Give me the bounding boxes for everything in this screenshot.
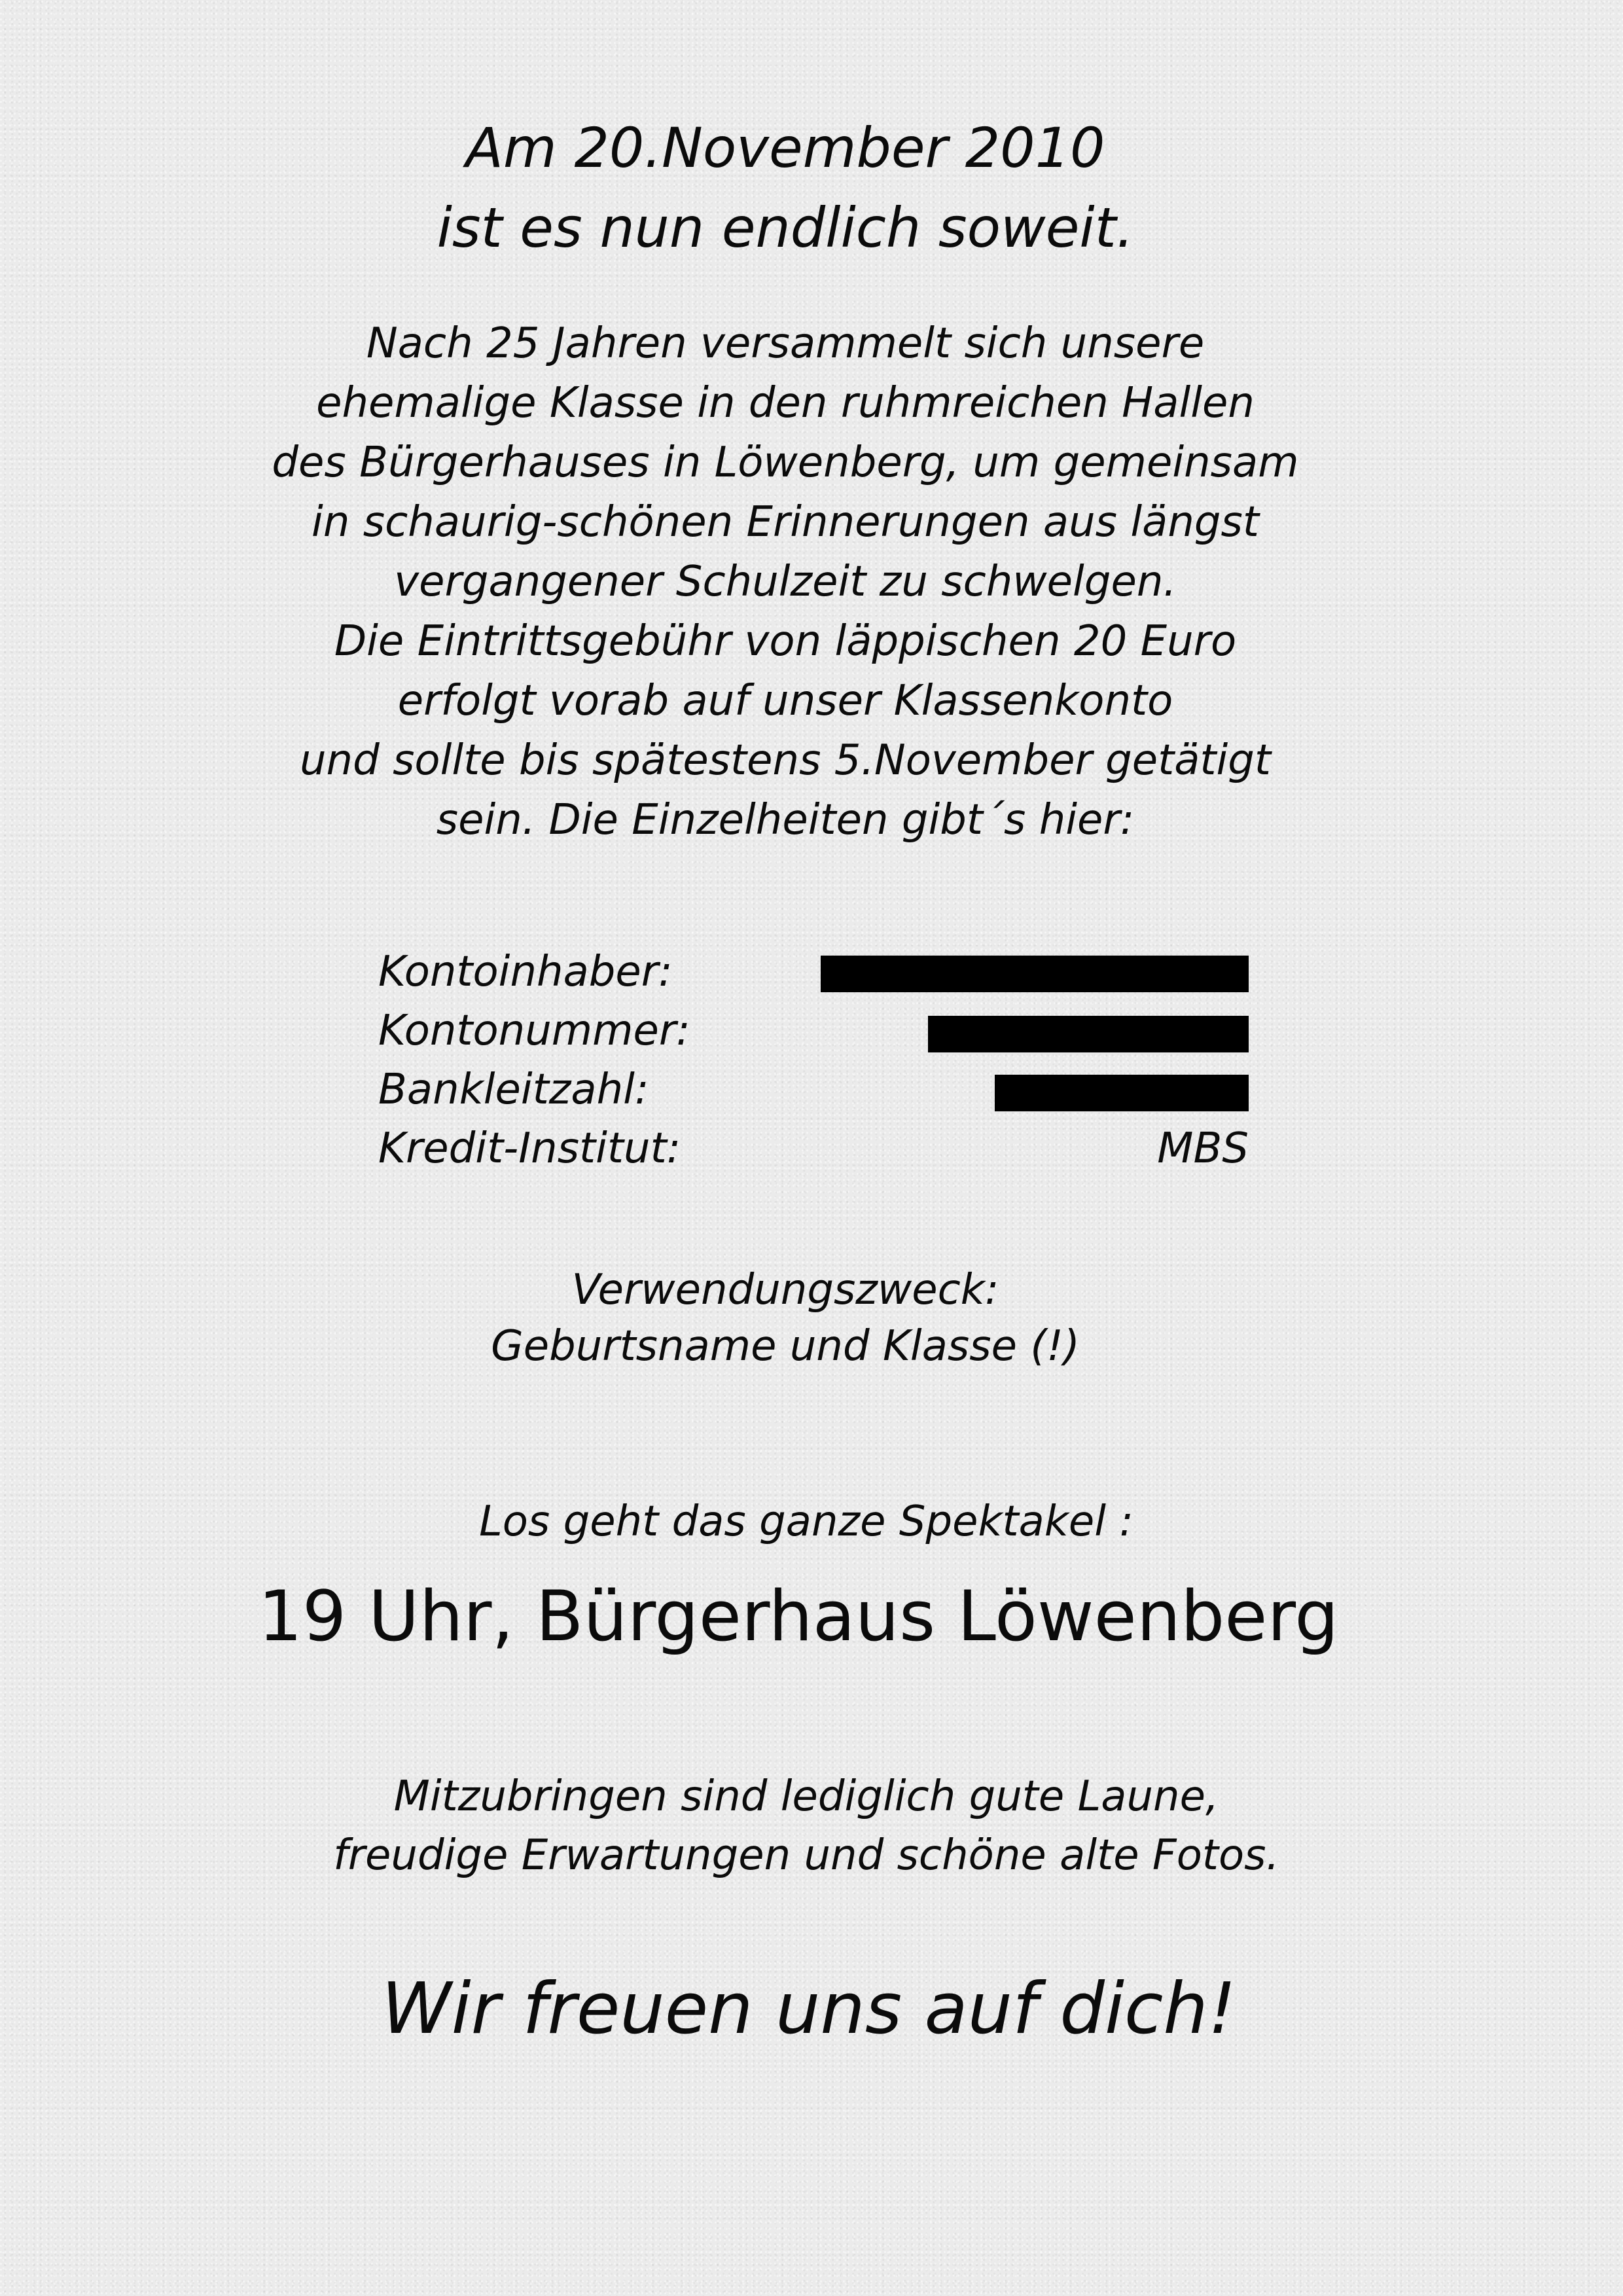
intro-line: und sollte bis spätestens 5.November getätigt [299, 736, 1272, 785]
bank-code-label: Bankleitzahl: [378, 1066, 649, 1114]
credit-institute-row [378, 1119, 1249, 1178]
intro-line: Nach 25 Jahren versammelt sich unsere [366, 319, 1205, 368]
intro-line: in schaurig-schönen Erinnerungen aus längst [312, 498, 1259, 547]
bank-code-row [378, 1060, 1249, 1119]
intro-paragraph [0, 314, 1597, 850]
closing-line: Wir freuen uns auf dich! [381, 1968, 1237, 2050]
payment-purpose [0, 1262, 1597, 1374]
intro-line: des Bürgerhauses in Löwenberg, um gemeinsam [272, 439, 1299, 487]
account-holder-label: Kontoinhaber: [378, 948, 673, 996]
heading-date-line: Am 20.November 2010 [465, 116, 1105, 180]
redacted-bank-code [995, 1075, 1249, 1111]
purpose-value: Geburtsname und Klasse (!) [491, 1322, 1080, 1371]
account-holder-row [378, 942, 1249, 1001]
account-number-row [378, 1001, 1249, 1060]
bring-line: Mitzubringen sind lediglich gute Laune, [393, 1772, 1219, 1821]
start-intro: Los geht das ganze Spektakel : [479, 1498, 1133, 1546]
intro-line: vergangener Schulzeit zu schwelgen. [394, 558, 1177, 606]
event-time-venue: 19 Uhr, Bürgerhaus Löwenberg [258, 1576, 1339, 1657]
credit-institute-value: MBS [1157, 1124, 1249, 1173]
bring-line: freudige Erwartungen und schöne alte Fotos. [333, 1831, 1279, 1880]
account-number-label: Kontonummer: [378, 1007, 690, 1055]
credit-institute-label: Kredit-Institut: [378, 1124, 681, 1173]
purpose-label: Verwendungszweck: [571, 1266, 999, 1314]
intro-line: ehemalige Klasse in den ruhmreichen Hallen [316, 379, 1255, 427]
intro-line: Die Eintrittsgebühr von läppischen 20 Euro [334, 617, 1237, 666]
redacted-account-holder [821, 956, 1249, 992]
heading-announcement-line: ist es nun endlich soweit. [437, 196, 1134, 260]
intro-line: sein. Die Einzelheiten gibt´s hier: [436, 796, 1135, 844]
redacted-account-number [928, 1016, 1249, 1052]
invitation-heading [0, 108, 1597, 268]
intro-line: erfolgt vorab auf unser Klassenkonto [397, 677, 1173, 725]
bring-along-note [0, 1767, 1618, 1885]
bank-account-details [378, 942, 1249, 1178]
